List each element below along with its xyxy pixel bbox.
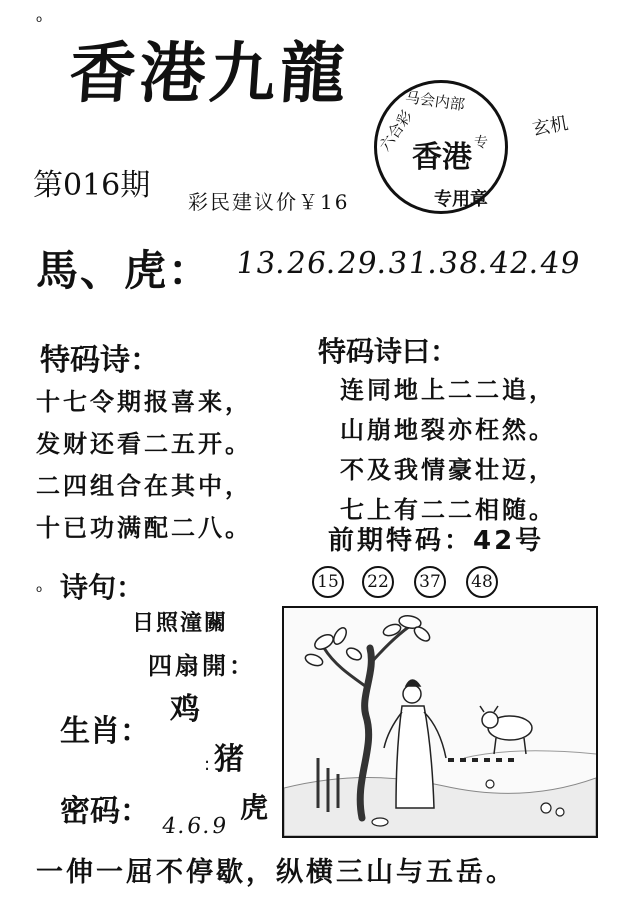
poem-left-title: 特码诗：	[40, 343, 160, 378]
number-ball: 37	[414, 566, 446, 598]
previous-code: 前期特码：42号	[328, 526, 545, 556]
corner-mark: o	[36, 14, 43, 25]
issue-number: 第016期	[33, 168, 151, 203]
code-animal: 虎	[240, 791, 269, 824]
corner-mark: o	[36, 584, 43, 595]
verse-line: 日照潼關	[132, 611, 229, 636]
price-text: 彩民建议价￥16	[188, 190, 350, 214]
number-list: 13.26.29.31.38.42.49	[233, 246, 583, 281]
zodiac-animal: 猪	[214, 742, 244, 777]
poem-line: 十七令期报喜来，	[36, 388, 252, 416]
stamp-side-text: 玄机	[530, 113, 570, 140]
illustration	[282, 606, 598, 838]
poem-line: 山崩地裂亦枉然。	[340, 416, 556, 444]
zodiac-label: 生肖：	[60, 714, 150, 749]
poem-right-title: 特码诗曰：	[318, 335, 459, 368]
number-ball: 15	[312, 566, 344, 598]
poem-line: 发财还看二五开。	[36, 430, 252, 458]
code-values: 4.6.9	[160, 814, 230, 839]
zodiac-pair: 馬、虎：	[36, 246, 213, 295]
stamp-left-text: 六合彩	[375, 107, 417, 155]
poem-line: 十已功满配二八。	[36, 514, 252, 542]
stamp-bottom-text: 专用章	[434, 189, 488, 210]
stamp-center-text: 香港	[412, 140, 472, 175]
code-label: 密码：	[60, 794, 150, 829]
zodiac-animal: 鸡	[170, 692, 200, 727]
number-ball: 22	[362, 566, 394, 598]
poem-line: 不及我情豪壮迈，	[340, 456, 556, 484]
bottom-verse: 一伸一屈不停歇，纵横三山与五岳。	[36, 857, 516, 888]
stamp-top-text: 马会内部	[403, 87, 466, 115]
stamp-right-text: 专	[474, 135, 488, 151]
poem-line: 二四组合在其中，	[36, 472, 252, 500]
verse-line: 四扇開：	[148, 652, 256, 680]
zodiac-dot: :	[204, 754, 211, 775]
verse-label: 诗句：	[60, 571, 145, 604]
poem-line: 七上有二二相随。	[340, 496, 556, 524]
main-title: 香港九龍	[66, 35, 353, 112]
number-ball: 48	[466, 566, 498, 598]
poem-line: 连同地上二二追，	[340, 376, 556, 404]
